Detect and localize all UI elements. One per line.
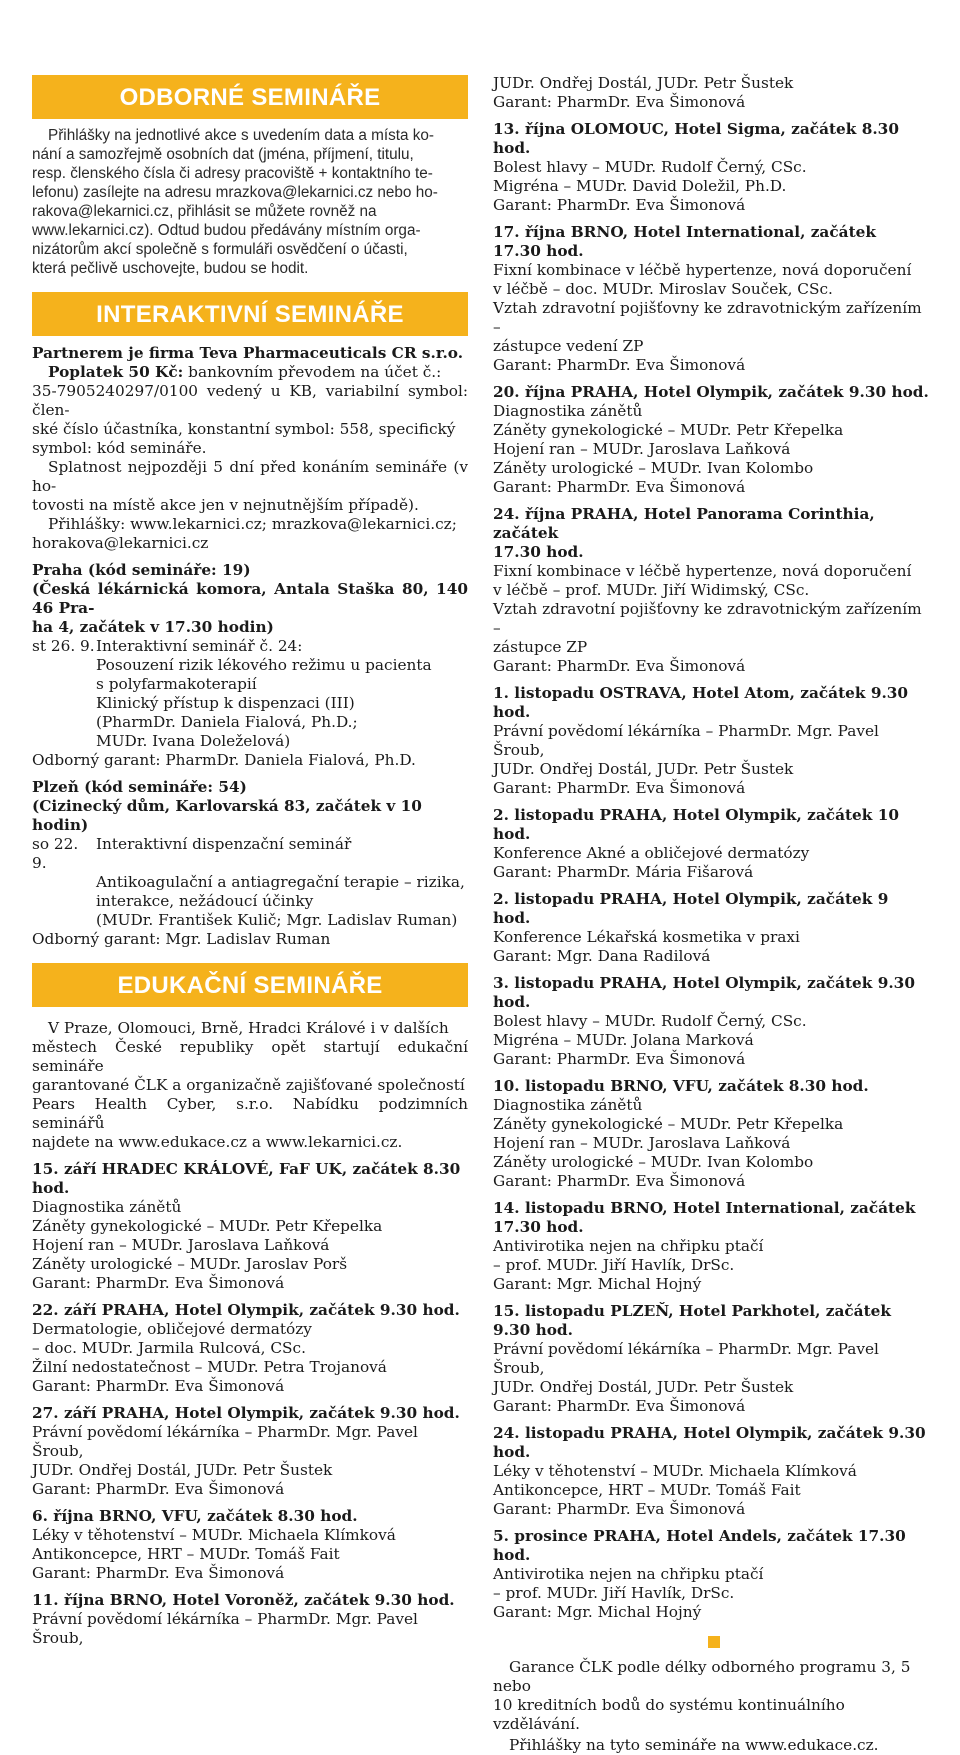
event-line: Garant: PharmDr. Eva Šimonová [493, 657, 746, 675]
event-line: Žilní nedostatečnost – MUDr. Petra Trojanová [32, 1358, 387, 1376]
event-line: – doc. MUDr. Jarmila Rulcová, CSc. [32, 1339, 306, 1357]
event-item [493, 383, 929, 497]
text-line: www.lekarnici.cz). Odtud budou předávány místním orga- [32, 222, 421, 239]
event-item [32, 1301, 468, 1396]
text-line: MUDr. Ivana Doleželová) [96, 732, 291, 750]
event-line: Antivirotika nejen na chřipku ptačí [493, 1565, 764, 1583]
seminar-date-row [32, 835, 468, 873]
plzen-seminar [32, 778, 468, 949]
event-item [493, 120, 929, 215]
interaktivni-info [32, 344, 468, 553]
event-title: 13. října OLOMOUC, Hotel Sigma, začátek 8.30 hod. [493, 120, 899, 157]
event-item [493, 1077, 929, 1191]
edukacni-intro [32, 1019, 468, 1152]
seminar-garant: Odborný garant: Mgr. Ladislav Ruman [32, 930, 331, 948]
event-item [32, 1160, 468, 1293]
event-line: Dermatologie, obličejové dermatózy [32, 1320, 312, 1338]
event-item [493, 1302, 929, 1416]
event-list-left [32, 1160, 468, 1648]
event-line: Vztah zdravotní pojišťovny ke zdravotnickým zařízením – [493, 600, 922, 637]
event-line: Garant: Mgr. Michal Hojný [493, 1603, 702, 1621]
text-line: Přihlášky: www.lekarnici.cz; mrazkova@lekarnici.cz; [48, 515, 457, 533]
text-line: V Praze, Olomouci, Brně, Hradci Králové i v dalších [48, 1019, 449, 1037]
event-line: Garant: PharmDr. Eva Šimonová [493, 196, 746, 214]
event-line: Vztah zdravotní pojišťovny ke zdravotnickým zařízením – [493, 299, 922, 336]
event-line: Léky v těhotenství – MUDr. Michaela Klímková [493, 1462, 857, 1480]
seminar-type: Interaktivní seminář č. 24: [96, 637, 303, 655]
event-line: Diagnostika zánětů [493, 402, 643, 420]
event-item [32, 1404, 468, 1499]
event-title: 2. listopadu PRAHA, Hotel Olympik, začátek 9 hod. [493, 890, 889, 927]
event-line: Bolest hlavy – MUDr. Rudolf Černý, CSc. [493, 158, 807, 176]
event-title: 24. října PRAHA, Hotel Panorama Corinthia, začátek [493, 505, 875, 542]
event-line: Garant: PharmDr. Eva Šimonová [493, 356, 746, 374]
event-line: Fixní kombinace v léčbě hypertenze, nová doporučení [493, 562, 912, 580]
text-line: horakova@lekarnici.cz [32, 534, 209, 552]
seminar-date: st 26. 9. [32, 637, 95, 655]
event-line: Garant: PharmDr. Eva Šimonová [32, 1564, 285, 1582]
text-line: symbol: kód semináře. [32, 439, 207, 457]
event-line: Garant: PharmDr. Eva Šimonová [493, 1500, 746, 1518]
event-line: Záněty gynekologické – MUDr. Petr Křepelka [32, 1217, 383, 1235]
event-title: 27. září PRAHA, Hotel Olympik, začátek 9.30 hod. [32, 1404, 460, 1422]
text-line: rakova@lekarnici.cz, přihlásit se můžete rovněž na [32, 203, 377, 220]
event-line: JUDr. Ondřej Dostál, JUDr. Petr Šustek [32, 1461, 333, 1479]
text-line: která pečlivě uschovejte, budou se hodit. [32, 260, 309, 277]
praha-seminar [32, 561, 468, 770]
event-title: 15. září HRADEC KRÁLOVÉ, FaF UK, začátek 8.30 hod. [32, 1160, 461, 1197]
event-line: Bolest hlavy – MUDr. Rudolf Černý, CSc. [493, 1012, 807, 1030]
event-line: Léky v těhotenství – MUDr. Michaela Klímková [32, 1526, 396, 1544]
event-line: Garant: PharmDr. Eva Šimonová [32, 1480, 285, 1498]
event-title: 10. listopadu BRNO, VFU, začátek 8.30 hod. [493, 1077, 869, 1095]
event-title: 1. listopadu OSTRAVA, Hotel Atom, začátek 9.30 hod. [493, 684, 909, 721]
event-line: Antikoncepce, HRT – MUDr. Tomáš Fait [493, 1481, 801, 1499]
text-line: s polyfarmakoterapií [96, 675, 257, 693]
text-line: (PharmDr. Daniela Fialová, Ph.D.; [96, 713, 358, 731]
event-line: Antikoncepce, HRT – MUDr. Tomáš Fait [32, 1545, 340, 1563]
event-line: Garant: PharmDr. Mária Fišarová [493, 863, 754, 881]
text-line: Přihlášky na jednotlivé akce s uvedením data a místa ko- [48, 127, 435, 144]
text-line: (MUDr. František Kulič; Mgr. Ladislav Ruman) [96, 911, 458, 929]
event-line: Garant: PharmDr. Eva Šimonová [493, 1397, 746, 1415]
event-line: Právní povědomí lékárníka – PharmDr. Mgr. Pavel Šroub, [493, 1340, 879, 1377]
event-line: v léčbě – prof. MUDr. Jiří Widimský, CSc. [493, 581, 810, 599]
event-item [493, 1527, 929, 1622]
event-line: JUDr. Ondřej Dostál, JUDr. Petr Šustek [493, 1378, 794, 1396]
event-title: 2. listopadu PRAHA, Hotel Olympik, začátek 10 hod. [493, 806, 899, 843]
seminar-date-row [32, 637, 468, 656]
event-title: 22. září PRAHA, Hotel Olympik, začátek 9.30 hod. [32, 1301, 460, 1319]
interaktivni-seminare-banner [32, 292, 468, 336]
event-continuation [493, 74, 929, 112]
interaktivni-title: INTERAKTIVNÍ SEMINÁŘE [96, 301, 404, 328]
event-title: 11. října BRNO, Hotel Voroněž, začátek 9.30 hod. [32, 1591, 455, 1609]
event-line: Záněty gynekologické – MUDr. Petr Křepelka [493, 421, 844, 439]
right-column [493, 74, 929, 1755]
event-line: Garant: PharmDr. Eva Šimonová [493, 1172, 746, 1190]
event-list-right [493, 120, 929, 1622]
odborne-seminare-banner [32, 75, 468, 119]
event-line: Garant: PharmDr. Eva Šimonová [32, 1377, 285, 1395]
seminar-heading: ha 4, začátek v 17.30 hodin) [32, 618, 274, 636]
event-item [493, 1424, 929, 1519]
event-item [493, 806, 929, 882]
fee-text: bankovním převodem na účet č.: [183, 363, 442, 381]
seminar-garant: Odborný garant: PharmDr. Daniela Fialová, Ph.D. [32, 751, 416, 769]
text-line: Pears Health Cyber, s.r.o. Nabídku podzimních seminářů [32, 1095, 468, 1132]
seminar-heading: (Česká lékárnická komora, Antala Staška 80, 140 46 Pra- [32, 580, 468, 617]
seminar-date: so 22. 9. [32, 835, 79, 872]
fee-line [32, 363, 468, 382]
text-line: garantované ČLK a organizačně zajišťované společností [32, 1076, 465, 1094]
event-title: 14. listopadu BRNO, Hotel International, začátek 17.30 hod. [493, 1199, 916, 1236]
text-line: Přihlášky na tyto semináře na www.edukace.cz. [509, 1736, 879, 1754]
event-line: Konference Akné a obličejové dermatózy [493, 844, 810, 862]
text-line: JUDr. Ondřej Dostál, JUDr. Petr Šustek [493, 74, 794, 92]
seminar-type: Interaktivní dispenzační seminář [96, 835, 352, 853]
seminar-heading: Praha (kód semináře: 19) [32, 561, 251, 579]
event-line: Fixní kombinace v léčbě hypertenze, nová doporučení [493, 261, 912, 279]
footer-note [493, 1658, 929, 1755]
event-line: Diagnostika zánětů [493, 1096, 643, 1114]
event-title: 24. listopadu PRAHA, Hotel Olympik, začátek 9.30 hod. [493, 1424, 926, 1461]
event-line: Záněty urologické – MUDr. Ivan Kolombo [493, 459, 814, 477]
event-line: Záněty gynekologické – MUDr. Petr Křepelka [493, 1115, 844, 1133]
text-line: Antikoagulační a antiagregační terapie – rizika, [96, 873, 465, 891]
event-title: 6. října BRNO, VFU, začátek 8.30 hod. [32, 1507, 358, 1525]
event-title: 20. října PRAHA, Hotel Olympik, začátek 9.30 hod. [493, 383, 929, 401]
event-line: Garant: PharmDr. Eva Šimonová [493, 1050, 746, 1068]
event-line: – prof. MUDr. Jiří Havlík, DrSc. [493, 1256, 735, 1274]
odborne-title: ODBORNÉ SEMINÁŘE [119, 84, 381, 111]
seminar-heading: (Cizinecký dům, Karlovarská 83, začátek v 10 hodin) [32, 797, 422, 834]
event-line: Garant: Mgr. Michal Hojný [493, 1275, 702, 1293]
event-line: Hojení ran – MUDr. Jaroslava Laňková [32, 1236, 330, 1254]
event-line: Garant: PharmDr. Eva Šimonová [493, 478, 746, 496]
text-line: najdete na www.edukace.cz a www.lekarnici.cz. [32, 1133, 403, 1151]
event-title: 17. října BRNO, Hotel International, začátek 17.30 hod. [493, 223, 876, 260]
text-line: Klinický přístup k dispenzaci (III) [96, 694, 355, 712]
event-title: 5. prosince PRAHA, Hotel Andels, začátek 17.30 hod. [493, 1527, 906, 1564]
event-line: Antivirotika nejen na chřipku ptačí [493, 1237, 764, 1255]
event-item [32, 1591, 468, 1648]
event-line: Právní povědomí lékárníka – PharmDr. Mgr. Pavel Šroub, [493, 722, 879, 759]
event-line: Právní povědomí lékárníka – PharmDr. Mgr. Pavel Šroub, [32, 1610, 418, 1647]
event-line: v léčbě – doc. MUDr. Miroslav Souček, CSc. [493, 280, 833, 298]
event-line: Diagnostika zánětů [32, 1198, 182, 1216]
text-line: Posouzení rizik lékového režimu u pacienta [96, 656, 432, 674]
event-line: Hojení ran – MUDr. Jaroslava Laňková [493, 1134, 791, 1152]
event-title: 15. listopadu PLZEŇ, Hotel Parkhotel, začátek 9.30 hod. [493, 1302, 891, 1339]
event-line: Migréna – MUDr. David Doležil, Ph.D. [493, 177, 787, 195]
edukacni-title: EDUKAČNÍ SEMINÁŘE [117, 972, 383, 999]
event-line: JUDr. Ondřej Dostál, JUDr. Petr Šustek [493, 760, 794, 778]
event-line: Garant: Mgr. Dana Radilová [493, 947, 711, 965]
event-item [493, 1199, 929, 1294]
event-line: zástupce vedení ZP [493, 337, 644, 355]
edukacni-seminare-banner [32, 963, 468, 1007]
seminar-heading: Plzeň (kód semináře: 54) [32, 778, 247, 796]
text-line: tovosti na místě akce jen v nejnutnějším případě). [32, 496, 419, 514]
partner-line: Partnerem je firma Teva Pharmaceuticals CR s.r.o. [32, 344, 464, 362]
event-line: zástupce ZP [493, 638, 588, 656]
text-line: Splatnost nejpozději 5 dní před konáním semináře (v ho- [32, 458, 468, 495]
text-line: městech České republiky opět startují edukační semináře [32, 1038, 468, 1075]
bullet-square-icon [708, 1636, 720, 1648]
text-line: Garance ČLK podle délky odborného programu 3, 5 nebo [493, 1658, 911, 1695]
text-line: resp. členského čísla či adresy pracoviště + kontaktního te- [32, 165, 433, 182]
odborne-instructions [32, 126, 468, 278]
fee-label: Poplatek 50 Kč: [48, 363, 184, 381]
event-item [32, 1507, 468, 1583]
text-line: nání a samozřejmě osobních dat (jména, příjmení, titulu, [32, 146, 414, 163]
left-column [32, 0, 468, 1648]
text-line: Garant: PharmDr. Eva Šimonová [493, 93, 746, 111]
event-item [493, 223, 929, 375]
text-line: ské číslo účastníka, konstantní symbol: 558, specifický [32, 420, 456, 438]
event-line: – prof. MUDr. Jiří Havlík, DrSc. [493, 1584, 735, 1602]
event-item [493, 890, 929, 966]
event-line: Právní povědomí lékárníka – PharmDr. Mgr. Pavel Šroub, [32, 1423, 418, 1460]
text-line: 10 kreditních bodů do systému kontinuálního vzdělávání. [493, 1696, 845, 1733]
event-line: Konference Lékařská kosmetika v praxi [493, 928, 800, 946]
text-line: nizátorům akcí společně s formuláři osvědčení o účasti, [32, 241, 408, 258]
text-line: interakce, nežádoucí účinky [96, 892, 314, 910]
event-item [493, 684, 929, 798]
event-line: Migréna – MUDr. Jolana Marková [493, 1031, 754, 1049]
event-item [493, 505, 929, 676]
event-line: Garant: PharmDr. Eva Šimonová [493, 779, 746, 797]
text-line: 35-7905240297/0100 vedený u KB, variabilní symbol: člen- [32, 382, 468, 419]
event-title: 3. listopadu PRAHA, Hotel Olympik, začátek 9.30 hod. [493, 974, 915, 1011]
text-line: lefonu) zasílejte na adresu mrazkova@lekarnici.cz nebo ho- [32, 184, 438, 201]
event-line: Hojení ran – MUDr. Jaroslava Laňková [493, 440, 791, 458]
event-item [493, 974, 929, 1069]
event-line: Garant: PharmDr. Eva Šimonová [32, 1274, 285, 1292]
event-line: Záněty urologické – MUDr. Jaroslav Porš [32, 1255, 348, 1273]
event-line: Záněty urologické – MUDr. Ivan Kolombo [493, 1153, 814, 1171]
event-title: 17.30 hod. [493, 543, 584, 561]
